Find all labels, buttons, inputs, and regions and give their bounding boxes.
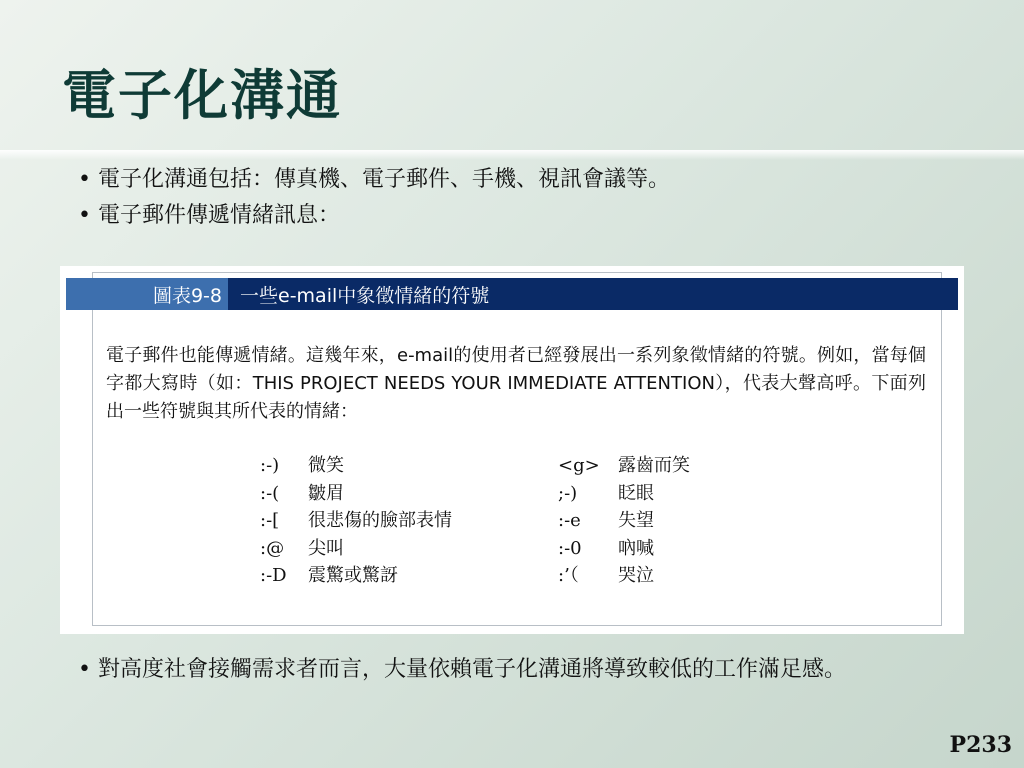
- title-divider: [0, 150, 1024, 160]
- emoticon-code: :-e: [558, 510, 581, 531]
- figure-header: [66, 278, 958, 310]
- bullet-text: 電子郵件傳遞情緒訊息：: [98, 203, 341, 228]
- emoticon-meaning: 失望: [618, 510, 654, 531]
- emoticon-meaning: 很悲傷的臉部表情: [308, 510, 452, 531]
- figure-panel: [60, 266, 964, 634]
- emoticon-code: :-(: [260, 482, 280, 504]
- bullet-dot: •: [78, 657, 91, 682]
- slide-title: 電子化溝通: [62, 63, 342, 127]
- emoticon-code: ;-): [558, 482, 578, 504]
- bullet-list-top: [78, 162, 958, 234]
- emoticon-meaning: 吶喊: [618, 537, 654, 559]
- emoticon-meaning: 震驚或驚訝: [308, 565, 398, 586]
- figure-number: 圖表9-8: [66, 278, 228, 310]
- page-number: P233: [949, 732, 1012, 758]
- emoticon-meaning: 微笑: [308, 455, 344, 476]
- emoticon-meaning: 尖叫: [308, 537, 344, 559]
- emoticon-code: :@: [260, 537, 285, 559]
- emoticon-code: <g>: [558, 455, 600, 476]
- emoticon-code: :-0: [558, 537, 582, 559]
- emoticon-meaning: 露齒而笑: [618, 455, 690, 476]
- emoticon-code: :-): [260, 455, 280, 476]
- figure-caption: 一些e-mail中象徵情緒的符號: [240, 284, 490, 307]
- bullet-list-bottom: [78, 652, 958, 688]
- bullet-text: 電子化溝通包括：傳真機、電子郵件、手機、視訊會議等。: [98, 167, 671, 192]
- figure-description: 電子郵件也能傳遞情緒。這幾年來，e-mail的使用者已經發展出一系列象徵情緒的符號。例如，當每個字都大寫時（如：THIS PROJECT NEEDS YOUR IMMEDIATE ATTENTION），代表大聲高呼。下面列出一些符號與其所代表的情緒：: [106, 345, 926, 422]
- bullet-dot: •: [78, 167, 91, 192]
- emoticon-code: :-[: [260, 510, 280, 531]
- emoticon-meaning: 皺眉: [308, 482, 344, 504]
- bullet-dot: •: [78, 203, 91, 228]
- bullet-item: [78, 652, 958, 688]
- emoticon-meaning: 眨眼: [618, 482, 654, 504]
- bullet-text: 對高度社會接觸需求者而言，大量依賴電子化溝通將導致較低的工作滿足感。: [98, 657, 847, 682]
- emoticon-meaning: 哭泣: [618, 565, 654, 586]
- emoticon-code: :’（: [558, 565, 579, 586]
- bullet-item: [78, 198, 958, 234]
- bullet-item: [78, 162, 958, 198]
- emoticon-table: [260, 452, 780, 590]
- emoticon-code: :-D: [260, 565, 287, 586]
